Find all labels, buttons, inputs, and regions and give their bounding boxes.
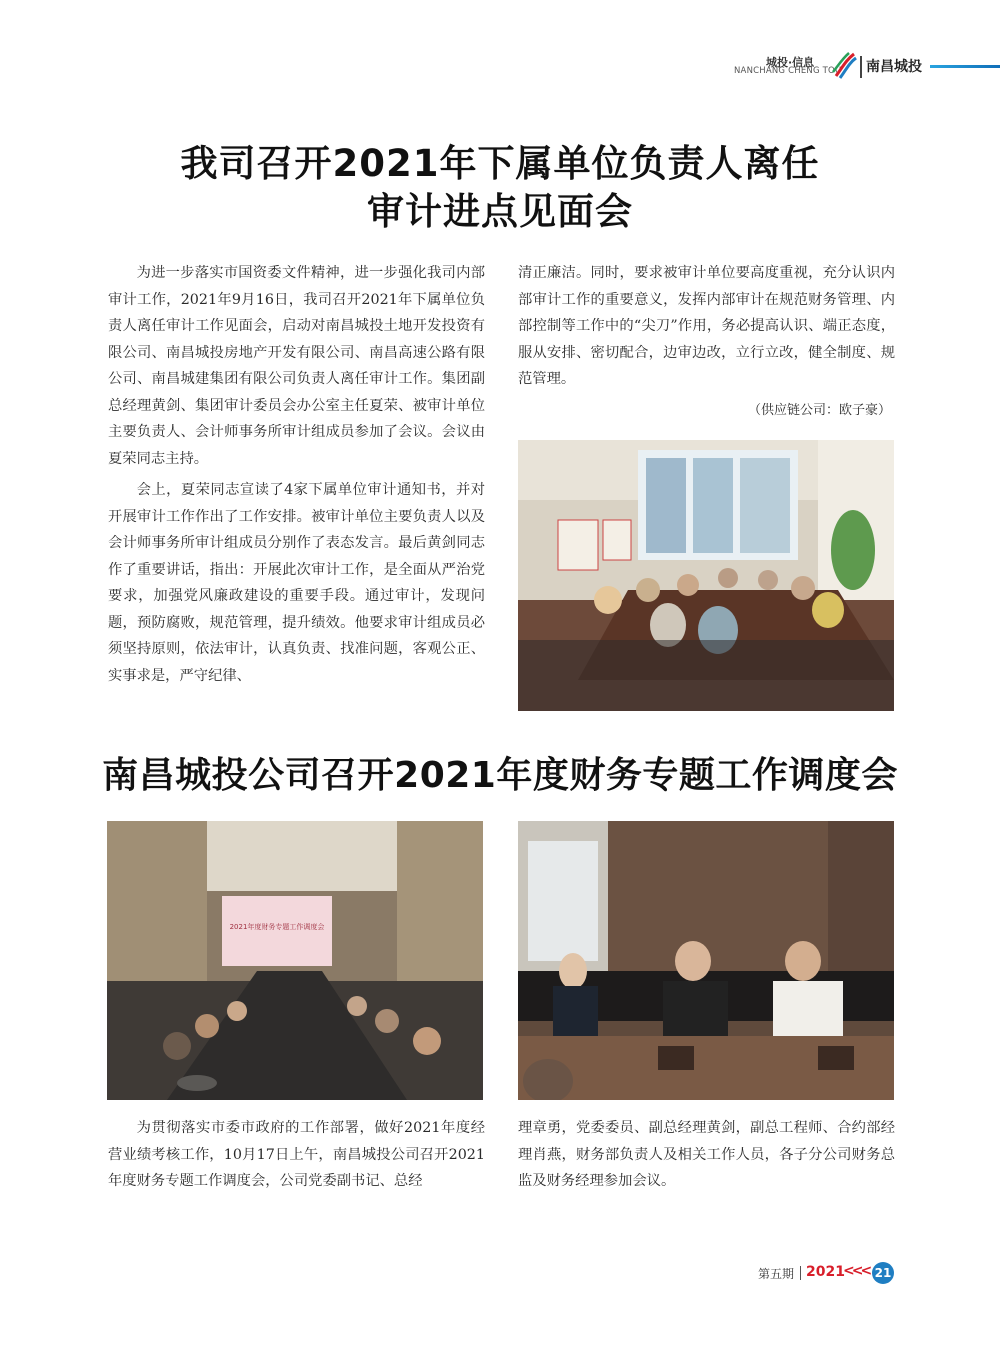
footer-divider — [800, 1266, 801, 1280]
header-section-label: 城投·信息 — [766, 56, 815, 69]
header-divider — [860, 56, 862, 78]
screen-text: 2021年度财务专题工作调度会 — [229, 923, 325, 931]
header-english-name: NANCHANG CHENG TOU — [734, 66, 842, 76]
footer-arrows-icon: <<< — [843, 1263, 870, 1279]
nanchang-chengtou-logo-icon — [832, 50, 858, 84]
page-footer — [740, 1262, 910, 1284]
audit-meeting-photo — [518, 440, 894, 711]
article1-column-right — [518, 260, 895, 424]
article2-column-right — [518, 1115, 895, 1200]
article1-paragraph: 为进一步落实市国资委文件精神，进一步强化我司内部审计工作，2021年9月16日，我司召开2021年下属单位负责人离任审计工作见面会，启动对南昌城投土地开发投资有限公司、南昌城投房地产开发有限公司、南昌高速公路有限公司、南昌城建集团有限公司负责人离任审计工作。集团副总经理黄剑、集团审计委员会办公室主任夏荣、被审计单位主要负责人、会计师事务所审计组成员参加了会议。会议由夏荣同志主持。 — [108, 265, 485, 467]
footer-issue: 第五期 — [758, 1267, 795, 1281]
article2-column-left — [108, 1115, 485, 1200]
page-number: 21 — [872, 1262, 894, 1284]
footer-year: 2021 — [806, 1264, 845, 1280]
finance-meeting-photo-wide — [107, 821, 483, 1100]
finance-meeting-photo-closeup — [518, 821, 894, 1100]
article2-paragraph: 理章勇，党委委员、副总经理黄剑，副总工程师、合约部经理肖燕，财务部负责人及相关工作人员，各子分公司财务总监及财务经理参加会议。 — [518, 1120, 895, 1189]
article1-paragraph: 会上，夏荣同志宣读了4家下属单位审计通知书，并对开展审计工作作出了工作安排。被审计单位主要负责人以及会计师事务所审计组成员分别作了表态发言。最后黄剑同志作了重要讲话，指出：开展此次审计工作，是全面从严治党要求，加强党风廉政建设的重要手段。通过审计，发现问题，预防腐败，规范管理，提升绩效。他要求审计组成员必须坚持原则，依法审计，认真负责、找准问题，客观公正、实事求是，严守纪律、 — [108, 482, 485, 684]
article1-author: （供应链公司：欧子豪） — [747, 402, 891, 418]
header-accent-line — [930, 65, 1000, 68]
magazine-header — [700, 44, 1000, 84]
article1-title-line2: 审计进点见面会 — [367, 190, 633, 233]
article1-title — [100, 140, 900, 236]
article2-title: 南昌城投公司召开2021年度财务专题工作调度会 — [102, 755, 898, 796]
article2-paragraph: 为贯彻落实市委市政府的工作部署，做好2021年度经营业绩考核工作，10月17日上午，南昌城投公司召开2021年度财务专题工作调度会，公司党委副书记、总经 — [108, 1120, 485, 1189]
article1-column-left — [108, 260, 485, 694]
header-brand: 南昌城投 — [866, 59, 922, 75]
article1-paragraph: 清正廉洁。同时，要求被审计单位要高度重视，充分认识内部审计工作的重要意义，发挥内部审计在规范财务管理、内部控制等工作中的“尖刀”作用，务必提高认识、端正态度，服从安排、密切配合，边审边改，立行立改，健全制度、规范管理。 — [518, 265, 895, 387]
article1-title-line1: 我司召开2021年下属单位负责人离任 — [180, 142, 820, 185]
